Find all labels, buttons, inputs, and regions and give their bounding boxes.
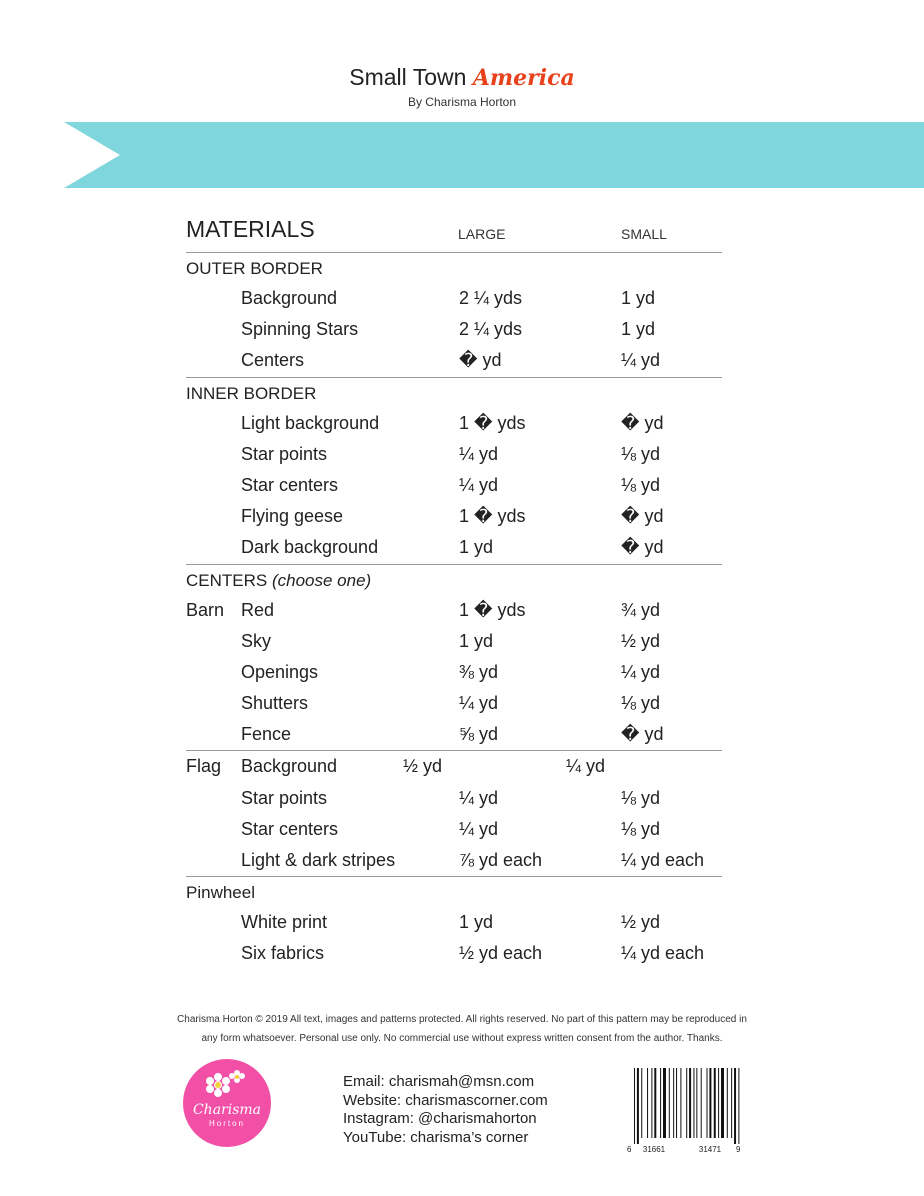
barcode-bar: [731, 1068, 732, 1138]
material-small: ⅛ yd: [621, 474, 661, 495]
barcode-bar: [637, 1068, 639, 1144]
author-byline: By Charisma Horton: [407, 95, 517, 109]
contact-website: Website: charismascorner.com: [343, 1091, 548, 1109]
material-large: ½ yd each: [459, 943, 543, 964]
barcode-bar: [663, 1068, 666, 1138]
copyright-line: Charisma Horton © 2019 All text, images and patterns protected. All rights reserved. No part of this pattern may be reproduced in: [177, 1014, 747, 1025]
material-item: Six fabrics: [241, 943, 325, 964]
materials-title: MATERIALS: [186, 216, 315, 242]
section-title-text: INNER BORDER: [186, 383, 317, 403]
material-row: [186, 783, 722, 814]
barcode-bar: [651, 1068, 652, 1138]
copyright-notice: [100, 1010, 824, 1048]
material-small: ¼ yd: [621, 350, 661, 371]
materials-sections: [186, 253, 722, 970]
material-row: [186, 907, 722, 938]
material-large: 1 yd: [459, 912, 494, 933]
material-item: Shutters: [241, 693, 309, 714]
barcode-bar: [689, 1068, 691, 1138]
barcode-digit-right: 9: [736, 1145, 741, 1154]
section-title: [186, 253, 722, 283]
material-small: ¼ yd each: [621, 850, 705, 870]
barcode-bar: [676, 1068, 677, 1138]
material-large: ¼ yd: [459, 693, 499, 714]
barcode-digit-left: 6: [627, 1145, 632, 1154]
material-small: ¾ yd: [621, 599, 661, 620]
material-item: Background: [241, 756, 338, 777]
material-row: [186, 845, 722, 876]
barcode-bar: [709, 1068, 711, 1138]
barcode-bar: [641, 1068, 642, 1138]
title-main: Small Town: [349, 64, 467, 90]
material-group: Flag: [186, 756, 222, 777]
barcode-bar: [734, 1068, 736, 1144]
material-small: ¼ yd each: [621, 943, 705, 964]
copyright-line: any form whatsoever. Personal use only. No commercial use without express written consent from the author. Thanks.: [201, 1033, 723, 1044]
material-item: Sky: [241, 630, 272, 651]
material-item: Fence: [241, 724, 292, 745]
material-large: 2 ¼ yds: [459, 319, 523, 340]
material-large: 1 yd: [459, 630, 494, 651]
material-item: Star centers: [241, 818, 339, 839]
material-small: 1 yd: [621, 288, 656, 308]
barcode-bar: [673, 1068, 674, 1138]
material-small: � yd: [621, 506, 664, 527]
material-row: [186, 283, 722, 314]
barcode-bar: [718, 1068, 719, 1138]
material-row: [186, 595, 722, 626]
material-small: � yd: [621, 537, 664, 558]
contact-youtube: YouTube: charisma’s corner: [343, 1128, 529, 1146]
barcode-bar: [693, 1068, 694, 1138]
material-large: ½ yd: [403, 756, 443, 777]
material-large: � yd: [459, 350, 502, 371]
material-large: 1 � yds: [459, 412, 526, 433]
material-large: ¼ yd: [459, 787, 499, 808]
materials-section: [186, 751, 722, 877]
materials-header: [186, 212, 722, 253]
material-row: [186, 408, 722, 439]
material-item: Star centers: [241, 474, 339, 495]
material-small: ⅛ yd: [621, 693, 661, 714]
materials-section: [186, 565, 722, 752]
materials-section: [186, 253, 722, 378]
material-item: Light & dark stripes: [241, 850, 396, 870]
materials-table: [186, 212, 722, 970]
section-title: [186, 378, 722, 408]
column-small: SMALL: [621, 226, 667, 242]
page-header: [0, 64, 924, 109]
material-large: 1 � yds: [459, 599, 526, 620]
material-large: 1 � yds: [459, 506, 526, 527]
barcode-bar: [696, 1068, 697, 1138]
column-large: LARGE: [458, 226, 506, 242]
barcode-bar: [714, 1068, 716, 1138]
material-row: [186, 439, 722, 470]
barcode-group-1: 31661: [642, 1145, 666, 1154]
material-item: Flying geese: [241, 506, 344, 527]
barcode-bar: [634, 1068, 635, 1144]
barcode-bar: [660, 1068, 661, 1138]
material-small: � yd: [621, 412, 664, 433]
material-large: 2 ¼ yds: [459, 288, 523, 308]
logo-name: Charisma: [192, 1102, 262, 1118]
barcode-bar: [647, 1068, 648, 1138]
barcode-bar: [680, 1068, 681, 1138]
section-title: [186, 565, 722, 595]
material-small: ⅛ yd: [621, 443, 661, 464]
section-title-note: (choose one): [271, 570, 372, 590]
material-item: Background: [241, 288, 338, 308]
barcode-bar: [669, 1068, 670, 1138]
upc-barcode: [624, 1066, 742, 1154]
material-row: [186, 345, 722, 376]
charisma-logo: [182, 1058, 272, 1148]
material-row: [186, 501, 722, 532]
material-row: [186, 719, 722, 750]
material-small: ½ yd: [621, 912, 661, 933]
material-row: [186, 688, 722, 719]
title-accent: America: [472, 65, 575, 91]
material-small: � yd: [621, 724, 664, 745]
material-row: [186, 657, 722, 688]
material-small: 1 yd: [621, 319, 656, 340]
material-row: [186, 938, 722, 969]
section-title-text: Pinwheel: [186, 883, 255, 903]
materials-section: [186, 877, 722, 969]
material-row: [186, 814, 722, 845]
material-row: [186, 626, 722, 657]
section-title-text: CENTERS: [186, 570, 268, 590]
logo-surname: Horton: [208, 1119, 246, 1128]
material-row: [186, 470, 722, 501]
barcode-bar: [727, 1068, 728, 1138]
barcode-bar: [686, 1068, 687, 1138]
material-row: [186, 751, 722, 782]
material-item: Star points: [241, 443, 328, 464]
material-item: Light background: [241, 412, 380, 433]
material-small: ½ yd: [621, 630, 661, 651]
material-item: Spinning Stars: [241, 319, 359, 340]
material-row: [186, 532, 722, 563]
material-small: ¼ yd: [621, 661, 661, 682]
material-item: Red: [241, 599, 275, 620]
material-large: 1 yd: [459, 537, 494, 558]
material-small: ⅛ yd: [621, 787, 661, 808]
barcode-bar: [738, 1068, 739, 1144]
material-small: ⅛ yd: [621, 818, 661, 839]
material-item: Centers: [241, 350, 305, 371]
material-item: Star points: [241, 787, 328, 808]
barcode-bar: [654, 1068, 656, 1138]
material-large: ¼ yd: [459, 474, 499, 495]
material-large: ¼ yd: [459, 443, 499, 464]
material-group: Barn: [186, 599, 225, 620]
material-small: ¼ yd: [566, 756, 606, 777]
material-large: ⅜ yd: [459, 661, 499, 682]
material-item: Dark background: [241, 537, 379, 558]
barcode-bar: [721, 1068, 724, 1138]
material-item: Openings: [241, 661, 319, 682]
material-large: ¼ yd: [459, 818, 499, 839]
barcode-bars: [634, 1068, 739, 1144]
contact-email: Email: charismah@msn.com: [343, 1073, 535, 1090]
contact-info: [343, 1073, 548, 1147]
section-title: [186, 877, 722, 907]
contact-instagram: Instagram: @charismahorton: [343, 1110, 537, 1127]
pattern-title: [0, 64, 924, 91]
barcode-bar: [707, 1068, 708, 1138]
section-title-text: OUTER BORDER: [186, 259, 323, 278]
material-item: White print: [241, 912, 328, 933]
barcode-bar: [701, 1068, 702, 1138]
material-row: [186, 314, 722, 345]
barcode-group-2: 31471: [698, 1145, 722, 1154]
material-large: ⅝ yd: [459, 724, 499, 745]
material-large: ⅞ yd each: [459, 850, 543, 870]
ribbon-banner: [64, 122, 924, 188]
materials-section: [186, 378, 722, 565]
